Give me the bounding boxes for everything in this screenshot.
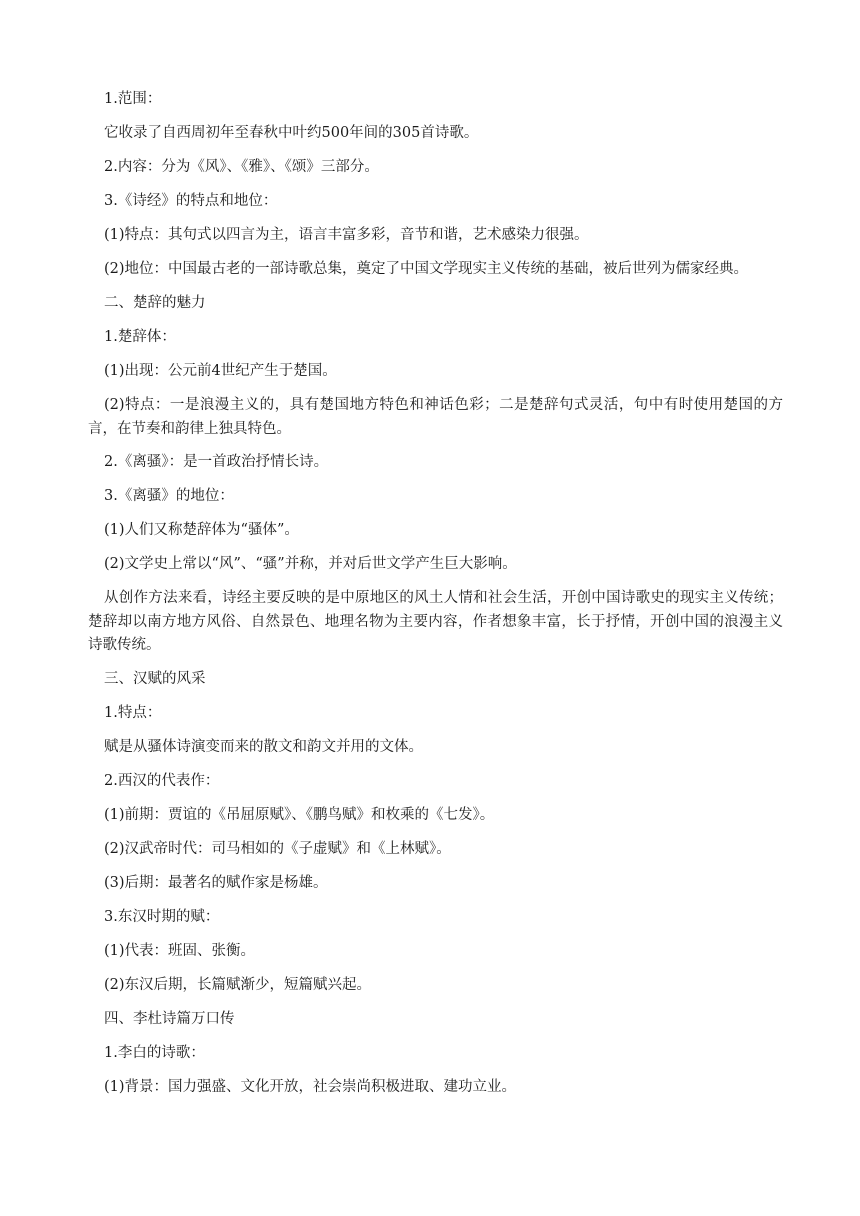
paragraph-shijing-features: (1)特点：其句式以四言为主，语言丰富多彩，音节和谐，艺术感染力很强。 [104, 227, 589, 243]
paragraph-chuci-features: (2)特点：一是浪漫主义的，具有楚国地方特色和神话色彩；二是楚辞句式灵活，句中有时使用楚国的方言，在节奏和韵律上独具特色。 [88, 397, 783, 437]
paragraph-libai-background: (1)背景：国力强盛、文化开放，社会崇尚积极进取、建功立业。 [104, 1078, 517, 1095]
paragraph-western-han-heading: 2.西汉的代表作： [104, 772, 220, 789]
paragraph-shijing-heading: 3.《诗经》的特点和地位： [104, 193, 278, 209]
paragraph-content: 2.内容：分为《风》、《雅》、《颂》三部分。 [104, 159, 379, 175]
paragraph-lisao-status-heading: 3.《离骚》的地位： [104, 488, 234, 504]
paragraph-chuci-form: 1.楚辞体： [104, 329, 176, 345]
paragraph-comparison: 从创作方法来看，诗经主要反映的是中原地区的风土人情和社会生活，开创中国诗歌史的现实主义传统；楚辞却以南方地方风俗、自然景色、地理名物为主要内容，作者想象丰富，长于抒情，开创中国的浪漫主义诗歌传统。 [88, 590, 783, 653]
document-body [88, 88, 783, 1110]
paragraph-late-period: (3)后期：最著名的赋作家是杨雄。 [104, 874, 328, 891]
paragraph-chuci-origin: (1)出现：公元前4世纪产生于楚国。 [104, 363, 337, 379]
paragraph-libai-heading: 1.李白的诗歌： [104, 1044, 205, 1061]
paragraph-scope-text: 它收录了自西周初年至春秋中叶约500年间的305首诗歌。 [104, 125, 479, 141]
paragraph-wudi-period: (2)汉武帝时代：司马相如的《子虚赋》和《上林赋》。 [104, 840, 451, 857]
section-heading-chuci: 二、楚辞的魅力 [104, 295, 206, 311]
section-heading-li-du: 四、李杜诗篇万口传 [104, 1010, 235, 1027]
paragraph-fu-definition: 赋是从骚体诗演变而来的散文和韵文并用的文体。 [104, 738, 423, 755]
paragraph-lisao: 2.《离骚》：是一首政治抒情长诗。 [104, 454, 329, 470]
paragraph-shijing-status: (2)地位：中国最古老的一部诗歌总集，奠定了中国文学现实主义传统的基础，被后世列为儒家经典。 [104, 261, 749, 277]
section-heading-hanfu: 三、汉赋的风采 [104, 670, 206, 687]
paragraph-eastern-han-late: (2)东汉后期，长篇赋渐少，短篇赋兴起。 [104, 976, 372, 993]
paragraph-early-period: (1)前期：贾谊的《吊屈原赋》、《鹏鸟赋》和枚乘的《七发》。 [104, 806, 495, 823]
paragraph-scope-heading: 1.范围： [104, 91, 162, 107]
paragraph-saoti: (1)人们又称楚辞体为“骚体”。 [104, 522, 299, 538]
paragraph-eastern-han-representatives: (1)代表：班固、张衡。 [104, 942, 256, 959]
paragraph-eastern-han-heading: 3.东汉时期的赋： [104, 908, 220, 925]
paragraph-fengsao: (2)文学史上常以“风”、“骚”并称，并对后世文学产生巨大影响。 [104, 556, 517, 572]
paragraph-fu-features-heading: 1.特点： [104, 704, 162, 721]
